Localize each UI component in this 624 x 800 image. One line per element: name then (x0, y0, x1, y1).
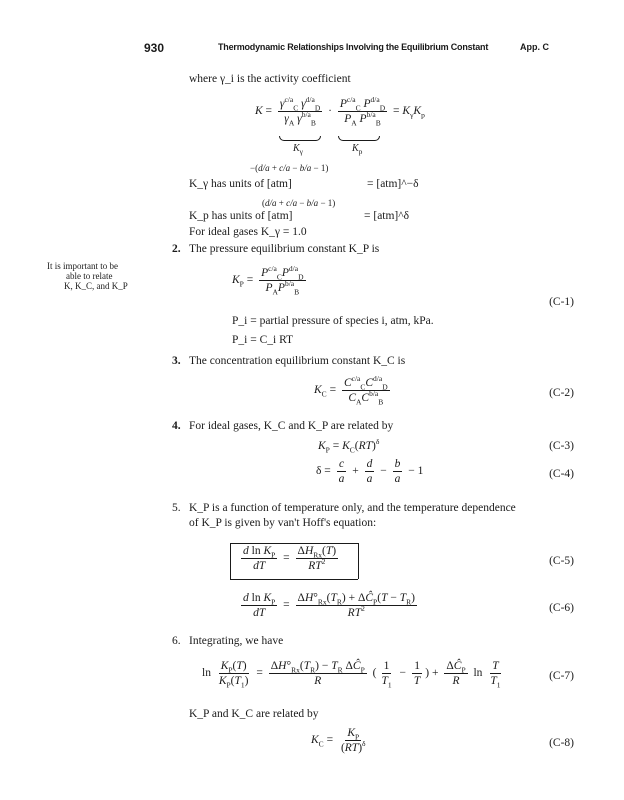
item-text-5: K_P is a function of temperature only, and the temperature dependence (189, 502, 516, 514)
box-bottom (230, 579, 358, 580)
item-text-5-cont: of K_P is given by van't Hoff's equation: (189, 517, 377, 529)
appendix-label: App. C (520, 42, 549, 52)
equation-number-c2: (C-2) (549, 387, 574, 399)
margin-note-line-1: It is important to be (47, 261, 118, 271)
item-text-6: Integrating, we have (189, 635, 284, 647)
margin-note-line-2: able to relate (66, 271, 113, 281)
closing-text: K_P and K_C are related by (189, 708, 319, 720)
item-text-4: For ideal gases, K_C and K_P are related by (189, 420, 394, 432)
ideal-gas-note: For ideal gases K_γ = 1.0 (189, 226, 307, 238)
item-number-6: 6. (172, 635, 181, 647)
partial-pressure-definition: P_i = partial pressure of species i, atm, kPa. (232, 315, 434, 327)
equation-integrated: ln $\frac{K_P(T)}{K_P(T_1)}$ = $\frac{\Delta H^\circ_{Rx}(T_R) - T_R \Delta Ĉ_P}{R}$ ( $\frac{1}{T_1}$ − $\frac{1}{T}$ ) + $\frac{\Delta Ĉ_P}{R}$ ln $\frac{T}{T_1}$ (202, 660, 501, 690)
ky-units: K_γ has units of [atm] (189, 178, 292, 190)
item-number-4: 4. (172, 420, 181, 432)
equation-kp-kc-relation: $K_P = K_C(RT)^\delta$ (318, 437, 380, 455)
kp-units: K_p has units of [atm] (189, 210, 293, 222)
underbrace-gamma (279, 136, 321, 141)
box-top (230, 543, 358, 544)
running-title: Thermodynamic Relationships Involving the Equilibrium Constant (218, 42, 489, 52)
page-number: 930 (144, 41, 165, 55)
box-left (230, 543, 231, 579)
underbrace-label-pressure: $K_p$ (352, 143, 363, 156)
item-number-2: 2. (172, 243, 181, 255)
where-text: where γ_i is the activity coefficient (189, 73, 351, 85)
exponent-kp: (d/a + c/a − b/a − 1) (262, 198, 336, 208)
item-text-3: The concentration equilibrium constant K_C is (189, 355, 406, 367)
equation-kp-definition: $K_P$ = $\frac{P^{c/a}_CP^{d/a}_D}{P_AP^{b/a}_B}$ (232, 264, 304, 297)
equation-number-c5: (C-5) (549, 555, 574, 567)
underbrace-pressure (338, 136, 380, 141)
equation-kc-from-kp: $K_C$ = $\frac{K_P}{(RT)^\delta}$ (311, 727, 366, 754)
equation-number-c6: (C-6) (549, 602, 574, 614)
underbrace-label-gamma: $K_\gamma$ (293, 143, 303, 156)
item-number-5: 5. (172, 502, 181, 514)
equation-number-c4: (C-4) (549, 468, 574, 480)
ideal-gas-relation: P_i = C_i RT (232, 334, 294, 346)
equation-number-c7: (C-7) (549, 670, 574, 682)
equation-delta: δ = $\frac{c}{a}$ + $\frac{d}{a}$ − $\frac{b}{a}$ − 1 (316, 458, 424, 485)
item-text-2: The pressure equilibrium constant K_P is (189, 243, 380, 255)
equation-number-c1: (C-1) (549, 296, 574, 308)
exponent-ky: −(d/a + c/a − b/a − 1) (250, 163, 329, 173)
equation-number-c8: (C-8) (549, 737, 574, 749)
equation-kc-definition: $K_C$ = $\frac{C^{c/a}_CC^{d/a}_D}{C_AC^{b/a}_B}$ (314, 374, 388, 407)
equation-vant-hoff-expanded: $\frac{d \ln K_P}{dT}$ = $\frac{\Delta H^\circ_{Rx}(T_R) + \Delta Ĉ_P(T - T_R)}{RT^2}$ (243, 592, 415, 619)
ky-units-rhs: = [atm]^−δ (367, 178, 419, 190)
equation-vant-hoff: $\frac{d \ln K_P}{dT}$ = $\frac{\Delta H_{Rx}(T)}{RT^2}$ (243, 545, 337, 572)
box-right (358, 543, 359, 579)
equation-k-activity: K = $\frac{\gamma^{c/a}_C \gamma^{d/a}_D}{\gamma_A \gamma^{b/a}_B}$ · $\frac{P^{c/a}_C P^{d/a}_D}{P_A P^{b/a}_B}$ = $K_\gamma K_p$ (255, 95, 425, 128)
item-number-3: 3. (172, 355, 181, 367)
margin-note-line-3: K, K_C, and K_P (64, 281, 128, 291)
kp-units-rhs: = [atm]^δ (364, 210, 410, 222)
equation-number-c3: (C-3) (549, 440, 574, 452)
